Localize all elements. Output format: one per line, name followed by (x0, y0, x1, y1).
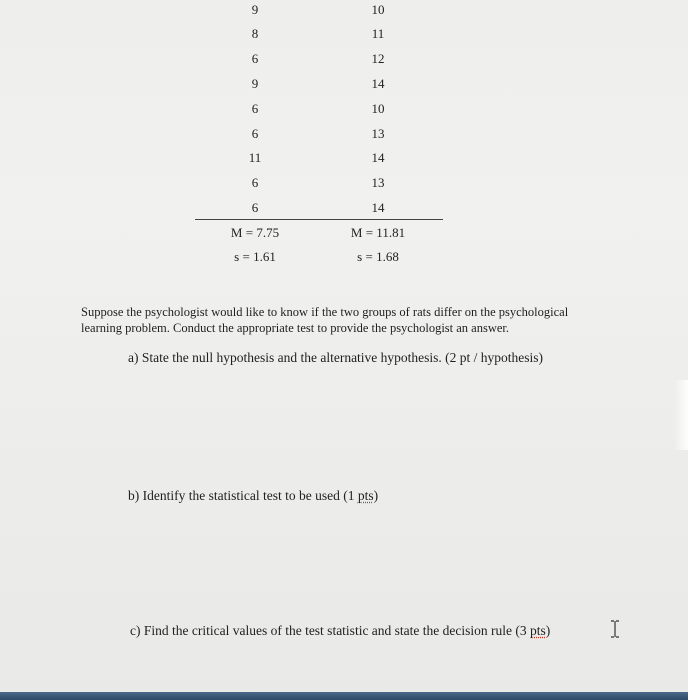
group1-value: 6 (251, 200, 259, 215)
table-row (195, 0, 443, 20)
group2-value: 14 (371, 76, 385, 91)
question-c-text: c) Find the critical values of the test statistic and state the decision rule (3 (130, 623, 531, 638)
group2-value: 11 (371, 26, 385, 41)
question-b (128, 487, 378, 505)
table-row (195, 99, 443, 119)
group2-value: 10 (371, 2, 385, 17)
group1-value: 6 (251, 101, 259, 116)
table-divider (195, 219, 443, 220)
table-row (195, 148, 443, 168)
table-row (195, 24, 443, 44)
question-c (130, 622, 550, 640)
group1-value: 6 (251, 126, 259, 141)
group2-value: 14 (371, 150, 385, 165)
group1-value: 11 (248, 150, 262, 165)
group2-value: 14 (371, 200, 385, 215)
question-a: a) State the null hypothesis and the alternative hypothesis. (2 pt / hypothesis) (128, 350, 544, 365)
problem-statement: Suppose the psychologist would like to know if the two groups of rats differ on the psychological learning problem. Conduct the appropriate test to provide the psychologist an answer. (81, 305, 569, 335)
group1-value: 9 (251, 2, 259, 17)
group1-value: 8 (251, 26, 259, 41)
group2-mean: M = 11.81 (350, 225, 406, 240)
group1-value: 9 (251, 76, 259, 91)
question-b-text: b) Identify the statistical test to be used (1 (128, 488, 358, 503)
group2-sd: s = 1.68 (357, 249, 399, 264)
mean-row (195, 223, 443, 243)
group1-value: 6 (251, 51, 259, 66)
group2-value: 13 (371, 175, 385, 190)
sd-row (195, 247, 443, 267)
group2-value: 13 (371, 126, 385, 141)
table-row (195, 173, 443, 193)
question-b-points: pts (357, 488, 374, 503)
screen-glare (674, 380, 688, 450)
table-row (195, 124, 443, 144)
table-row (195, 198, 443, 218)
table-row (195, 49, 443, 69)
text-cursor-icon (610, 620, 620, 638)
question-b-close: ) (373, 488, 379, 503)
group1-mean: M = 7.75 (230, 225, 280, 240)
group2-value: 10 (371, 101, 385, 116)
bottom-edge-bar (0, 692, 688, 700)
group2-value: 12 (371, 51, 385, 66)
group1-sd: s = 1.61 (234, 249, 276, 264)
question-c-close: ) (545, 623, 551, 638)
group1-value: 6 (251, 175, 259, 190)
table-row (195, 74, 443, 94)
question-c-points: pts (530, 623, 546, 638)
